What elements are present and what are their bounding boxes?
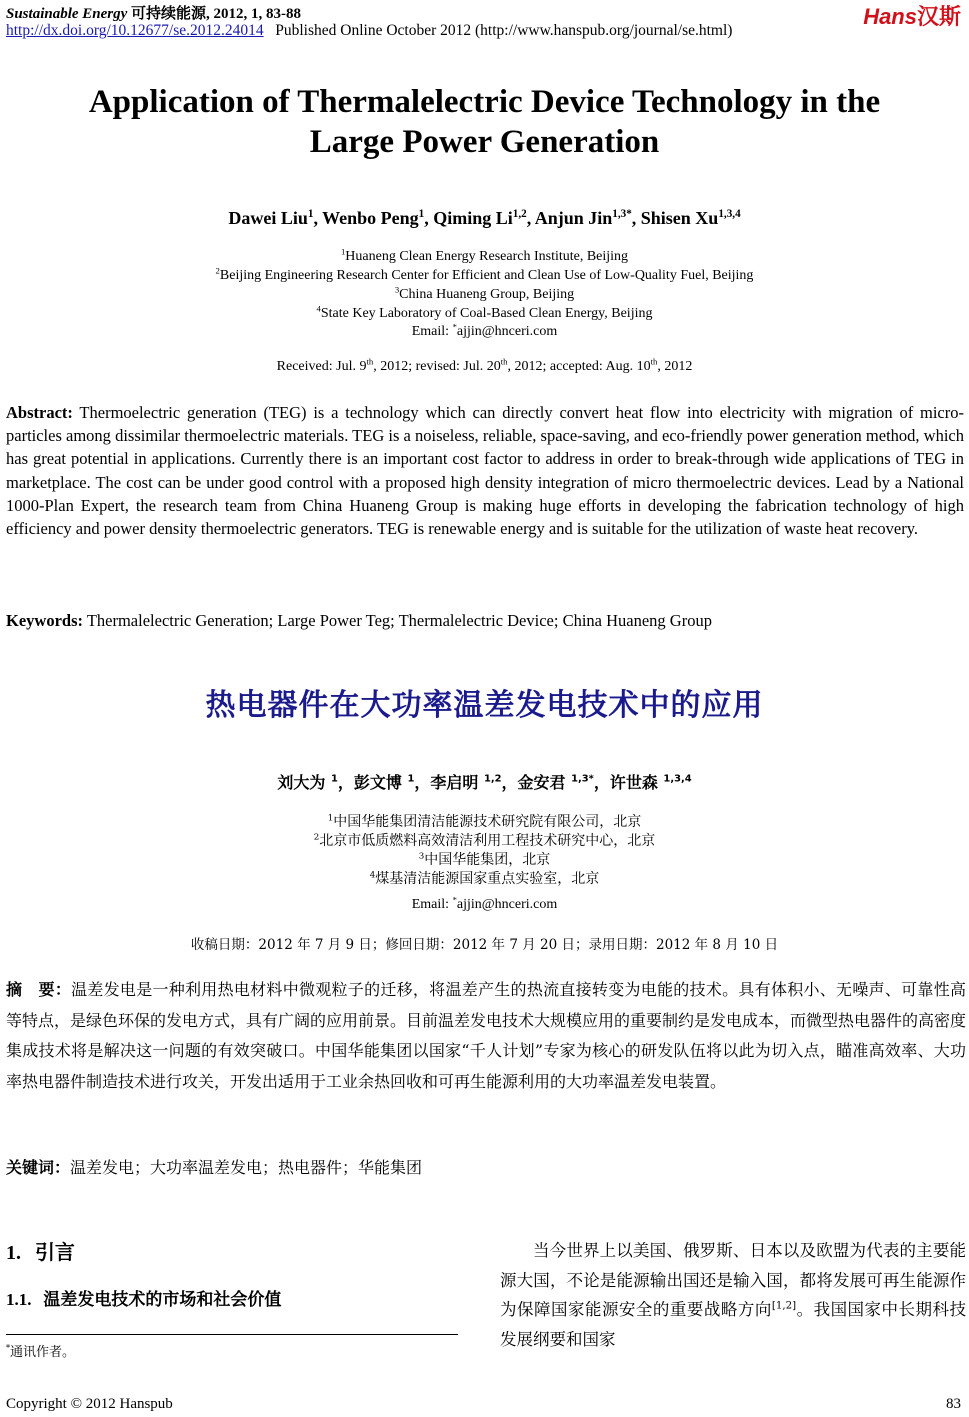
author-separator: ，	[501, 773, 518, 792]
affiliation-item	[0, 304, 969, 323]
affiliation-list	[0, 247, 969, 323]
author-separator: ,	[313, 208, 323, 228]
author-sup: 1	[330, 773, 338, 785]
keywords-text-zh: 温差发电；大功率温差发电；热电器件；华能集团	[70, 1158, 423, 1177]
email-sup-zh: *	[452, 894, 457, 905]
author-sup: 1,3,4	[718, 208, 741, 220]
revised-label: , 2012; revised: Jul. 20	[373, 359, 501, 374]
copyright: Copyright © 2012 Hanspub	[6, 1396, 173, 1412]
logo-en: Hans	[863, 4, 917, 29]
body-text-after: 。我国国家中长期科技发展纲要和国家	[500, 1300, 967, 1349]
affiliation-text: China Huaneng Group, Beijing	[399, 287, 575, 302]
affiliation-item	[0, 851, 969, 870]
published-line: Published Online October 2012 (http://www.hanspub.org/journal/se.html)	[275, 22, 733, 39]
abstract-label-zh: 摘 要：	[6, 980, 72, 999]
author-sup: 1,3,4	[663, 773, 692, 785]
author-sup: 1	[407, 773, 415, 785]
received-tail: , 2012	[657, 359, 693, 374]
accepted-sup: th	[650, 356, 658, 367]
keywords-en	[6, 609, 964, 632]
email-address-zh[interactable]: ajjin@hnceri.com	[456, 897, 558, 912]
author-name: Shisen Xu	[640, 208, 719, 228]
hans-logo	[863, 0, 961, 31]
paper-title-line2: Large Power Generation	[309, 124, 660, 160]
affiliation-sup: 3	[394, 284, 400, 295]
author-sup: 1,2	[483, 773, 502, 785]
email-address[interactable]: ajjin@hnceri.com	[456, 324, 558, 339]
paper-title-zh: 热电器件在大功率温差发电技术中的应用	[205, 688, 764, 723]
section-number: 1.	[6, 1242, 21, 1264]
keywords-label-zh: 关键词：	[6, 1158, 71, 1177]
footnote	[6, 1341, 75, 1360]
author-sup: 1,2	[512, 208, 527, 220]
body-text-before: 当今世界上以美国、俄罗斯、日本以及欧盟为代表的主要能源大国，不论是能源输出国还是输入国，都将发展可再生能源作为保障国家能源安全的重要战略方向	[500, 1241, 966, 1319]
body-paragraph	[500, 1236, 966, 1354]
email-line	[0, 322, 969, 341]
affiliation-text: 北京市低质燃料高效清洁利用工程技术研究中心，北京	[319, 833, 656, 849]
email-sup: *	[452, 321, 457, 332]
author-name: 刘大为	[277, 773, 331, 792]
author-sup: 1,3*	[612, 208, 632, 220]
accepted-label: , 2012; accepted: Aug. 10	[507, 359, 651, 374]
subsection-number: 1.1.	[6, 1290, 32, 1309]
paper-title	[0, 82, 969, 162]
affiliation-sup: 2	[313, 832, 320, 843]
email-line-zh	[0, 895, 969, 914]
section-heading-1	[6, 1236, 75, 1265]
keywords-text: Thermalelectric Generation; Large Power Teg; Thermalelectric Device; China Huaneng Group	[86, 611, 712, 630]
author-name: 李启明	[430, 773, 484, 792]
email-label: Email:	[411, 324, 453, 339]
doi-link[interactable]: http://dx.doi.org/10.12677/se.2012.24014	[6, 22, 264, 39]
journal-header	[6, 2, 301, 23]
author-sup: 1,3*	[571, 773, 594, 785]
section-title: 引言	[34, 1240, 75, 1264]
page-number: 83	[946, 1396, 961, 1412]
keywords-label: Keywords:	[6, 611, 83, 630]
author-name: Anjun Jin	[534, 208, 613, 228]
affiliation-item	[0, 870, 969, 889]
affiliation-text: 煤基清洁能源国家重点实验室，北京	[375, 871, 600, 887]
author-sup: 1	[418, 208, 425, 220]
affiliation-item	[0, 266, 969, 285]
affiliation-text: Beijing Engineering Research Center for Efficient and Clean Use of Low-Quality Fuel, Beijing	[219, 268, 754, 283]
affiliation-item	[0, 832, 969, 851]
affiliation-item	[0, 285, 969, 304]
author-separator: ，	[414, 773, 431, 792]
affiliation-item	[0, 813, 969, 832]
section-heading-1-1	[6, 1285, 281, 1310]
keywords-zh	[6, 1153, 966, 1184]
email-label-zh: Email:	[411, 897, 453, 912]
abstract-label: Abstract:	[6, 403, 73, 422]
received-sup: th	[366, 356, 374, 367]
affiliation-text: 中国华能集团清洁能源技术研究院有限公司，北京	[333, 814, 642, 830]
author-name: Dawei Liu	[228, 208, 308, 228]
footnote-text: 通讯作者。	[10, 1345, 76, 1360]
affiliation-sup: 2	[215, 265, 220, 276]
author-list-zh	[0, 770, 969, 793]
author-name: 彭文博	[353, 773, 408, 792]
author-list	[0, 208, 969, 229]
citation[interactable]: [1,2]	[771, 1300, 797, 1312]
author-separator: ,	[424, 208, 434, 228]
footnote-divider	[6, 1334, 458, 1335]
author-name: Qiming Li	[433, 208, 513, 228]
received-label: Received: Jul. 9	[276, 359, 367, 374]
affiliation-text: Huaneng Clean Energy Research Institute, Beijing	[345, 249, 629, 264]
revised-sup: th	[500, 356, 508, 367]
affiliation-list-zh	[0, 813, 969, 889]
footnote-sup: *	[6, 1343, 11, 1353]
author-separator: ,	[631, 208, 641, 228]
abstract-en	[6, 401, 964, 540]
logo-zh: 汉斯	[916, 4, 961, 29]
abstract-zh	[6, 975, 966, 1097]
affiliation-sup: 1	[327, 813, 334, 824]
affiliation-sup: 1	[340, 246, 346, 257]
paper-title-line1: Application of Thermalelectric Device Technology in the	[88, 84, 881, 120]
affiliation-sup: 3	[418, 851, 425, 862]
author-name: 金安君	[517, 773, 572, 792]
received-dates-zh: 收稿日期：2012 年 7 月 9 日；修回日期：2012 年 7 月 20 日；录用日期：2012 年 8 月 10 日	[190, 937, 779, 953]
abstract-text-zh: 温差发电是一种利用热电材料中微观粒子的迁移，将温差产生的热流直接转变为电能的技术。具有体积小、无噪声、可靠性高等特点，是绿色环保的发电方式，具有广阔的应用前景。目前温差发电技术大规模应用的重要制约是发电成本，而微型热电器件的高密度集成技术将是解决这一问题的有效突破口。中国华能集团以国家“千人计划”专家为核心的研发队伍将以此为切入点，瞄准高效率、大功率热电器件制造技术进行攻关，开发出适用于工业余热回收和可再生能源利用的大功率温差发电装置。	[6, 980, 967, 1091]
author-name: 许世森	[609, 773, 664, 792]
affiliation-sup: 4	[369, 870, 376, 881]
author-separator: ，	[337, 773, 354, 792]
author-name: Wenbo Peng	[322, 208, 419, 228]
journal-name: Sustainable Energy	[6, 6, 128, 22]
affiliation-text: 中国华能集团，北京	[424, 852, 551, 868]
author-separator: ，	[593, 773, 610, 792]
journal-cn-info: 可持续能源, 2012, 1, 83-88	[131, 6, 302, 22]
affiliation-text: State Key Laboratory of Coal-Based Clean Energy, Beijing	[320, 306, 653, 321]
author-sup: 1	[307, 208, 314, 220]
affiliation-sup: 4	[316, 303, 321, 314]
received-dates	[0, 356, 969, 375]
affiliation-item	[0, 247, 969, 266]
subsection-title: 温差发电技术的市场和社会价值	[43, 1290, 282, 1310]
author-separator: ,	[526, 208, 535, 228]
abstract-text: Thermoelectric generation (TEG) is a technology which can directly convert heat flow into electricity with migration of micro-particles among dissimilar thermoelectric materials. TEG is a noiseless, reliable, space-saving, and eco-friendly power generation method, which has great potential in applications. Currently there is an important cost factor to address in order to break-through wide applications of TEG in marketplace. The cost can be under good control with a proposed high density integration of micro thermoelectric devices. Lead by a National 1000-Plan Expert, the research team from China Huaneng Group is making huge efforts in developing the fabrication technology of high efficiency and power density thermoelectric generators. TEG is renewable energy and is suitable for the utilization of waste heat recovery.	[6, 403, 964, 539]
doi-line	[6, 22, 732, 40]
